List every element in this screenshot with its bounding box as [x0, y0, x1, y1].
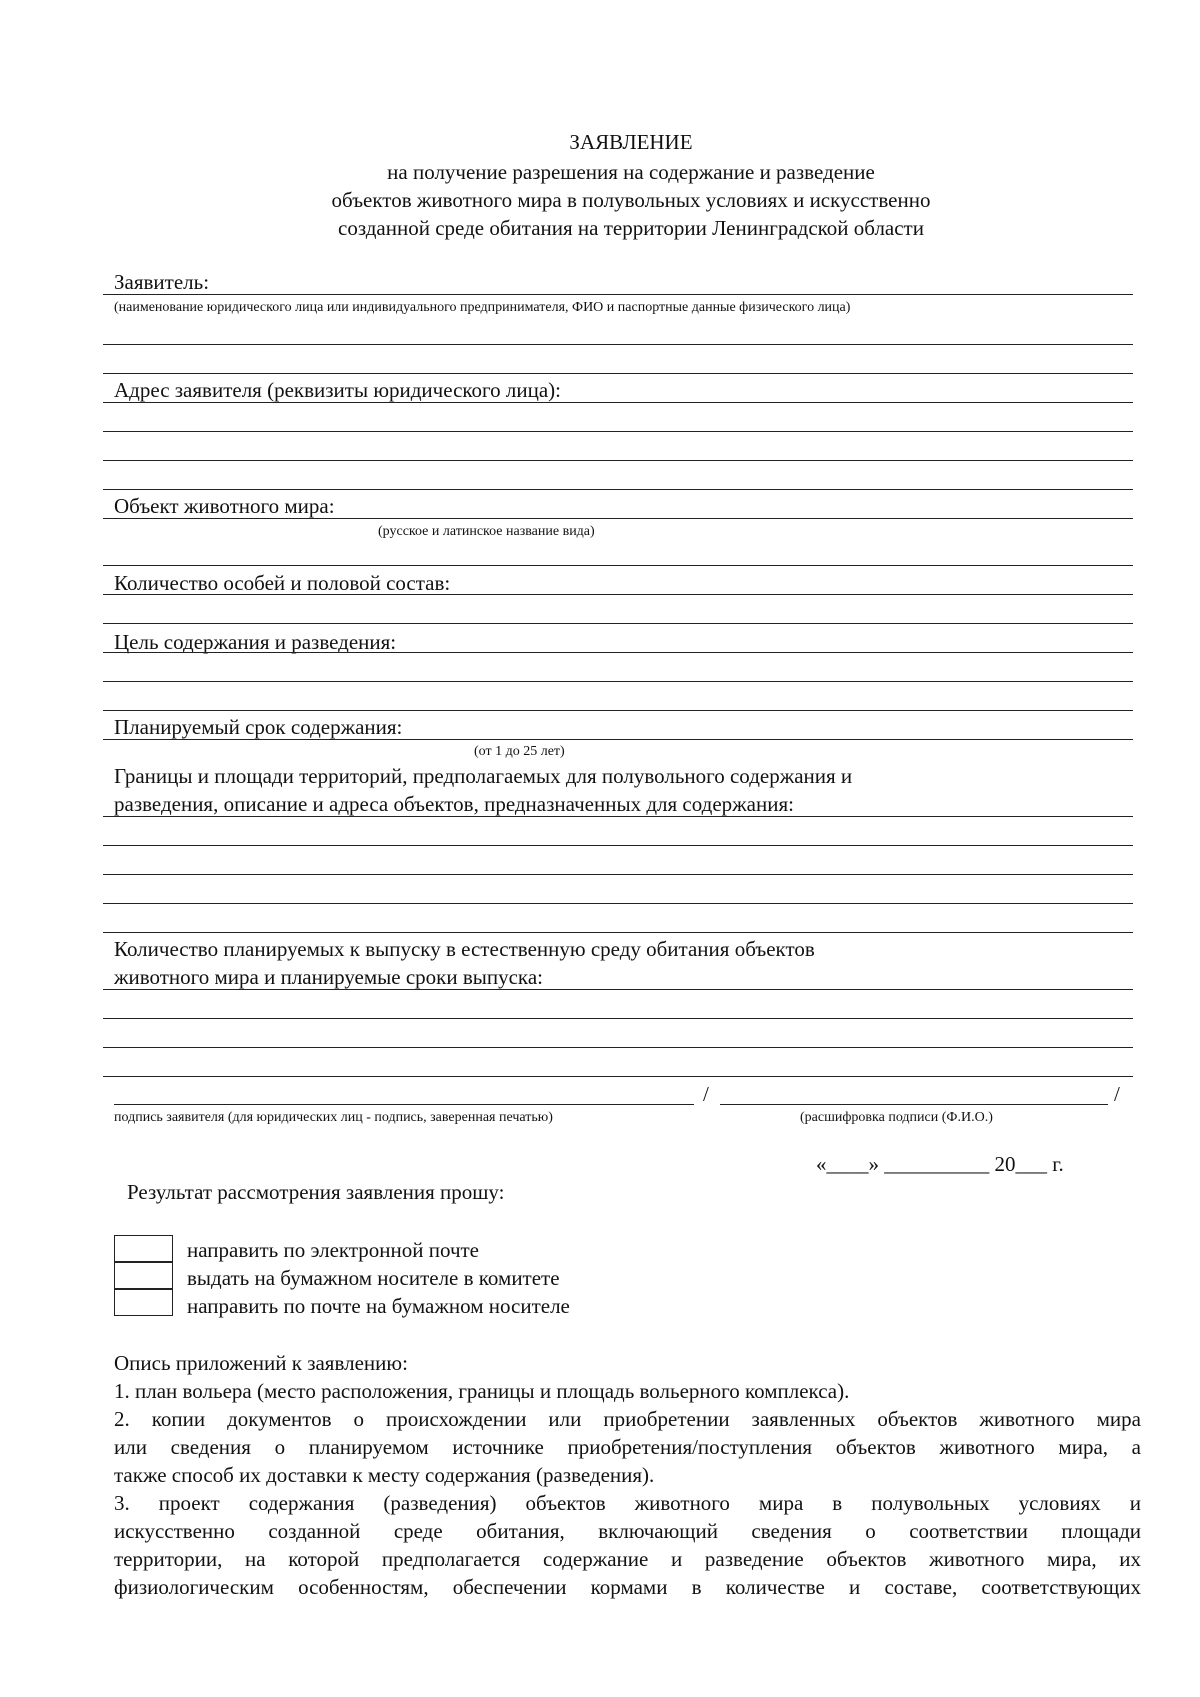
attachment-item: физиологическим особенностям, обеспечении кормами в количестве и составе, соответствующих: [114, 1575, 1141, 1599]
address-line[interactable]: [103, 489, 1133, 490]
object-hint: (русское и латинское название вида): [378, 524, 595, 539]
applicant-line[interactable]: [103, 373, 1133, 374]
attachment-item: территории, на которой предполагается содержание и разведение объектов животного мира, их: [114, 1547, 1141, 1571]
applicant-line[interactable]: [103, 344, 1133, 345]
attachment-item: также способ их доставки к месту содержания (разведения).: [114, 1463, 655, 1487]
option-label: направить по электронной почте: [187, 1238, 480, 1262]
applicant-label: Заявитель:: [114, 270, 210, 294]
address-label: Адрес заявителя (реквизиты юридического лица):: [114, 378, 561, 402]
object-line[interactable]: [103, 565, 1133, 566]
attachment-item: 3. проект содержания (разведения) объектов животного мира в полувольных условиях и: [114, 1491, 1141, 1515]
term-line[interactable]: [103, 739, 1133, 740]
count-line[interactable]: [103, 623, 1133, 624]
release-line[interactable]: [103, 989, 1133, 990]
release-text: животного мира и планируемые сроки выпуска:: [114, 965, 543, 989]
territory-text: разведения, описание и адреса объектов, предназначенных для содержания:: [114, 792, 794, 816]
territory-line[interactable]: [103, 874, 1133, 875]
territory-text: Границы и площади территорий, предполагаемых для полувольного содержания и: [114, 764, 853, 788]
territory-line[interactable]: [103, 903, 1133, 904]
address-line[interactable]: [103, 431, 1133, 432]
release-line[interactable]: [103, 1047, 1133, 1048]
territory-line[interactable]: [103, 932, 1133, 933]
address-line[interactable]: [103, 402, 1133, 403]
release-line[interactable]: [103, 1076, 1133, 1077]
applicant-hint: (наименование юридического лица или индивидуального предпринимателя, ФИО и паспортные данные физического лица): [114, 300, 851, 315]
subtitle-line: созданной среде обитания на территории Ленинградской области: [338, 216, 924, 240]
term-hint: (от 1 до 25 лет): [474, 744, 565, 759]
checkbox-email[interactable]: [114, 1235, 173, 1262]
release-line[interactable]: [103, 1018, 1133, 1019]
attachment-item: или сведения о планируемом источнике приобретения/поступления объектов животного мира, а: [114, 1435, 1141, 1459]
release-text: Количество планируемых к выпуску в естественную среду обитания объектов: [114, 937, 815, 961]
checkbox-paper-committee[interactable]: [114, 1262, 173, 1289]
count-label: Количество особей и половой состав:: [114, 571, 451, 595]
date-field[interactable]: «____» __________ 20___ г.: [816, 1152, 1064, 1176]
object-line[interactable]: [103, 518, 1133, 519]
option-label: выдать на бумажном носителе в комитете: [187, 1266, 560, 1290]
attachment-item: искусственно созданной среде обитания, включающий сведения о соответствии площади: [114, 1519, 1141, 1543]
address-line[interactable]: [103, 460, 1133, 461]
attachments-heading: Опись приложений к заявлению:: [114, 1351, 408, 1375]
checkbox-post-paper[interactable]: [114, 1289, 173, 1316]
applicant-line[interactable]: [103, 294, 1133, 295]
signature-decode-line[interactable]: [720, 1104, 1108, 1105]
option-label: направить по почте на бумажном носителе: [187, 1294, 570, 1318]
signature-hint: подпись заявителя (для юридических лиц - подпись, заверенная печатью): [114, 1110, 553, 1125]
attachment-item: 1. план вольера (место расположения, границы и площадь вольерного комплекса).: [114, 1379, 850, 1403]
result-heading: Результат рассмотрения заявления прошу:: [127, 1180, 505, 1204]
object-label: Объект животного мира:: [114, 494, 335, 518]
signature-slash: /: [1114, 1082, 1120, 1106]
territory-line[interactable]: [103, 845, 1133, 846]
decode-hint: (расшифровка подписи (Ф.И.О.): [800, 1110, 993, 1125]
attachment-item: 2. копии документов о происхождении или приобретении заявленных объектов животного мира: [114, 1407, 1141, 1431]
purpose-line[interactable]: [103, 652, 1133, 653]
signature-line[interactable]: [114, 1104, 694, 1105]
subtitle-line: объектов животного мира в полувольных условиях и искусственно: [331, 188, 931, 212]
purpose-line[interactable]: [103, 681, 1133, 682]
term-label: Планируемый срок содержания:: [114, 715, 403, 739]
purpose-label: Цель содержания и разведения:: [114, 630, 397, 654]
territory-line[interactable]: [103, 816, 1133, 817]
signature-slash: /: [703, 1082, 709, 1106]
subtitle-line: на получение разрешения на содержание и разведение: [387, 160, 875, 184]
purpose-line[interactable]: [103, 710, 1133, 711]
document-title: ЗАЯВЛЕНИЕ: [569, 130, 693, 154]
